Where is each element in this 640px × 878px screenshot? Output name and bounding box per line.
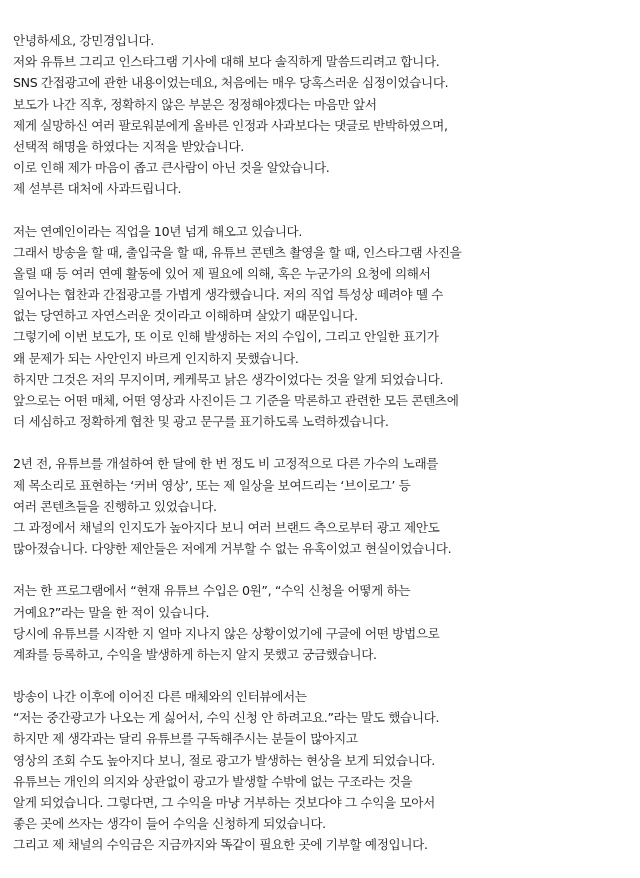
text-line: SNS 간접광고에 관한 내용이었는데요, 처음에는 매우 당혹스러운 심정이었습니다.	[13, 75, 449, 91]
text-line: 이로 인해 제가 마음이 좁고 큰사람이 아닌 것을 알았습니다.	[13, 160, 330, 176]
text-line: 제 섣부른 대처에 사과드립니다.	[13, 181, 182, 197]
text-line: 좋은 곳에 쓰자는 생각이 들어 수익을 신청하게 되었습니다.	[13, 816, 326, 832]
text-line: 2년 전, 유튜브를 개설하여 한 달에 한 번 정도 비 고정적으로 다른 가수의 노래를	[13, 456, 439, 472]
text-line: 그리고 제 채널의 수익금은 지금까지와 똑같이 필요한 곳에 기부할 예정입니다.	[13, 837, 428, 853]
text-line: 하지만 제 생각과는 달리 유튜브를 구독해주시는 분들이 많아지고	[13, 731, 358, 747]
text-line: 왜 문제가 되는 사안인지 바르게 인지하지 못했습니다.	[13, 350, 299, 366]
text-line: 유튜브는 개인의 의지와 상관없이 광고가 발생할 수밖에 없는 구조라는 것을	[13, 773, 413, 789]
text-line: 알게 되었습니다. 그렇다면, 그 수익을 마냥 거부하는 것보다야 그 수익을 모아서	[13, 795, 435, 810]
text-line: 저와 유튜브 그리고 인스타그램 기사에 대해 보다 솔직하게 말씀드리려고 합니다.	[13, 54, 440, 70]
text-line: 앞으로는 어떤 매체, 어떤 영상과 사진이든 그 기준을 막론하고 관련한 모든 콘텐츠에	[13, 393, 459, 408]
text-line: 제게 실망하신 여러 팔로워분에게 올바른 인정과 사과보다는 댓글로 반박하였으며,	[13, 117, 448, 133]
text-line: “저는 중간광고가 나오는 게 싫어서, 수익 신청 안 하려고요.”라는 말도 했습니다.	[13, 710, 440, 726]
text-line: 거예요?”라는 말을 한 적이 있습니다.	[13, 604, 210, 620]
text-line: 하지만 그것은 저의 무지이며, 케케묵고 낡은 생각이었다는 것을 알게 되었습니다.	[13, 371, 444, 387]
text-line: 제 목소리로 표현하는 ‘커버 영상’, 또는 제 일상을 보여드리는 ‘브이로그’ 등	[13, 477, 411, 493]
text-line: 선택적 해명을 하였다는 지적을 받았습니다.	[13, 138, 244, 154]
paragraph-revenue-donation	[13, 686, 640, 856]
text-line: 그 과정에서 채널의 인지도가 높아지다 보니 여러 브랜드 측으로부터 광고 제안도	[13, 519, 440, 535]
text-line: 없는 당연하고 자연스러운 것이라고 이해하며 살았기 때문입니다.	[13, 308, 358, 324]
text-line: 계좌를 등록하고, 수익을 발생하게 하는지 알지 못했고 궁금했습니다.	[13, 646, 377, 662]
text-line: 올릴 때 등 여러 연예 활동에 있어 제 필요에 의해, 혹은 누군가의 요청에 의해서	[13, 265, 431, 281]
text-line: 일어나는 협찬과 간접광고를 가볍게 생각했습니다. 저의 직업 특성상 떼려야 뗄 수	[13, 287, 444, 303]
text-line: 저는 연예인이라는 직업을 10년 넘게 해오고 있습니다.	[13, 223, 303, 239]
paragraph-income-remark	[13, 580, 640, 665]
text-line: 보도가 나간 직후, 정확하지 않은 부분은 정정해야겠다는 마음만 앞서	[13, 96, 377, 112]
text-line: 더 세심하고 정확하게 협찬 및 광고 문구를 표기하도록 노력하겠습니다.	[13, 414, 389, 430]
text-line: 당시에 유튜브를 시작한 지 얼마 지나지 않은 상황이었기에 구글에 어떤 방법으로	[13, 625, 440, 641]
text-line: 안녕하세요, 강민경입니다.	[13, 33, 154, 48]
paragraph-youtube-channel	[13, 453, 640, 559]
text-line: 저는 한 프로그램에서 “현재 유튜브 수입은 0원”, “수익 신청을 어떻게 하는	[13, 583, 411, 599]
text-line: 방송이 나간 이후에 이어진 다른 매체와의 인터뷰에서는	[13, 689, 307, 705]
text-line: 여러 콘텐츠들을 진행하고 있었습니다.	[13, 498, 217, 514]
text-line: 그래서 방송을 할 때, 출입국을 할 때, 유튜브 콘텐츠 촬영을 할 때, 인스타그램 사진을	[13, 244, 462, 260]
text-line: 그렇기에 이번 보도가, 또 이로 인해 발생하는 저의 수입이, 그리고 안일한 표기가	[13, 329, 439, 345]
text-line: 많아졌습니다. 다양한 제안들은 저에게 거부할 수 없는 유혹이었고 현실이었습니다.	[13, 541, 452, 557]
text-line: 영상의 조회 수도 높아지다 보니, 절로 광고가 발생하는 현상을 보게 되었습니다.	[13, 752, 435, 768]
paragraph-apology	[13, 30, 640, 200]
paragraph-sponsorship	[13, 221, 640, 433]
